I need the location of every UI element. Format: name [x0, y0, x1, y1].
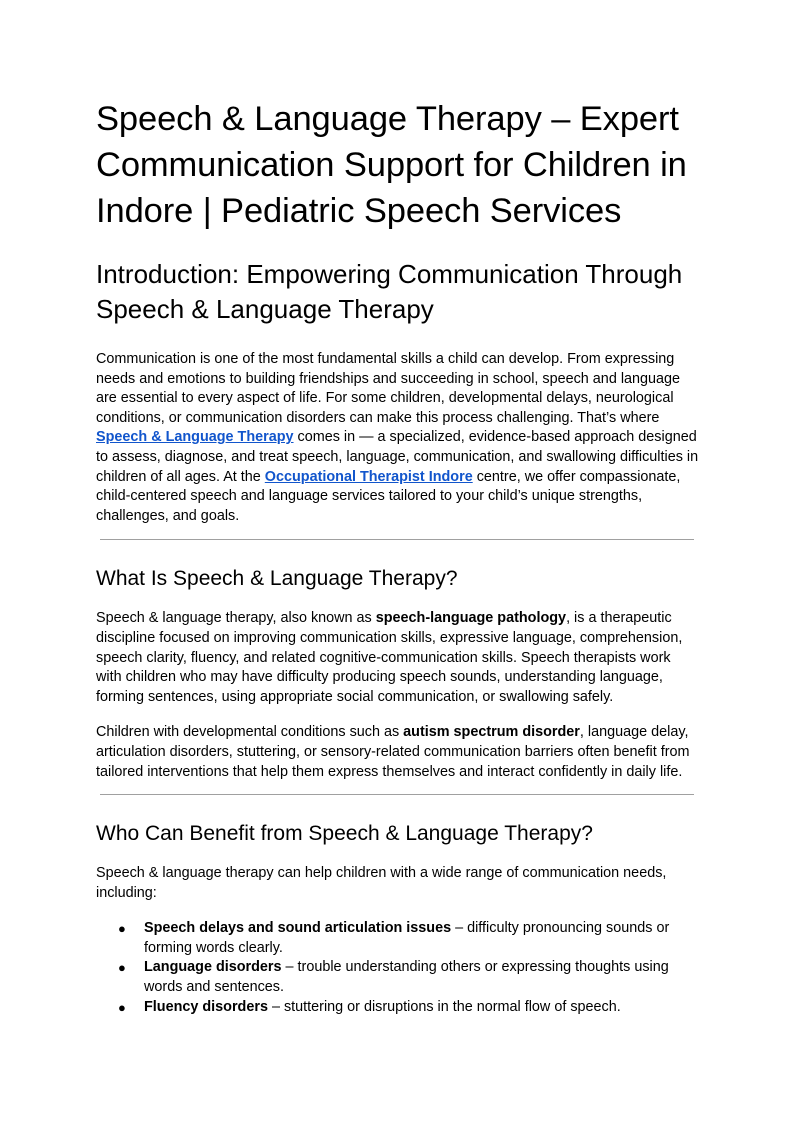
list-item-text: – trouble understanding others or expressing thoughts using words and sentences. [144, 959, 669, 996]
list-item [96, 998, 700, 1018]
what-text-part-1: Speech & language therapy, also known as [96, 610, 376, 627]
who-intro: Speech & language therapy can help children with a wide range of communication needs, including: [96, 865, 667, 901]
what-paragraph-2 [96, 723, 700, 782]
list-item-title: Speech delays and sound articulation issues [144, 920, 452, 937]
intro-text-part-3: centre, we offer compassionate, child-centered speech and language services tailored to your child’s unique strengths, challenges, and goals. [96, 468, 681, 524]
benefit-list [96, 919, 700, 1017]
what-paragraph-1 [96, 609, 700, 707]
bullet-icon: ● [118, 921, 126, 937]
occupational-therapist-link[interactable]: Occupational Therapist Indore [264, 468, 473, 485]
speech-language-pathology-term: speech-language pathology [375, 610, 567, 627]
what2-text-part-2: , language delay, articulation disorders, stuttering, or sensory-related communication barriers often benefit from tailored interventions that help them express themselves and interact confidently in daily life. [96, 724, 690, 780]
list-item-title: Fluency disorders [144, 998, 268, 1015]
who-heading: Who Can Benefit from Speech & Language Therapy? [96, 822, 593, 846]
what2-text-part-1: Children with developmental conditions such as [96, 724, 404, 741]
speech-therapy-link[interactable]: Speech & Language Therapy [96, 429, 294, 446]
bullet-icon: ● [118, 960, 126, 976]
list-item-title: Language disorders [144, 959, 282, 976]
intro-text-part-2: comes in — a specialized, evidence-based approach designed to assess, diagnose, and treat speech, language, communication, and swallowing difficulties in children of all ages. At the [96, 429, 699, 485]
list-item-text: – difficulty pronouncing sounds or forming words clearly. [144, 920, 670, 956]
list-item-text: – stuttering or disruptions in the normal flow of speech. [267, 998, 621, 1015]
intro-heading: Introduction: Empowering Communication Through Speech & Language Therapy [96, 259, 683, 324]
list-item [96, 919, 700, 958]
intro-paragraph [96, 350, 700, 526]
autism-term: autism spectrum disorder [403, 724, 580, 741]
document-page [96, 96, 700, 1017]
what-text-part-2: , is a therapeutic discipline focused on improving communication skills, expressive language, comprehension, speech clarity, fluency, and related cognitive-communication skills. Speech therapists work with children who may have difficulty producing speech sounds, understanding language, forming sentences, using appropriate social communication, or swallowing safely. [96, 610, 683, 705]
document-title: Speech & Language Therapy – Expert Communication Support for Children in Indore | Pediatric Speech Services [96, 100, 687, 230]
bullet-icon: ● [118, 999, 126, 1015]
what-heading: What Is Speech & Language Therapy? [96, 567, 458, 591]
list-item [96, 958, 700, 997]
intro-text-part-1: Communication is one of the most fundamental skills a child can develop. From expressing needs and emotions to building friendships and succeeding in school, speech and language are essential to every aspect of life. For some children, developmental delays, neurological conditions, or communication disorders can make this process challenging. That’s where [96, 351, 681, 426]
